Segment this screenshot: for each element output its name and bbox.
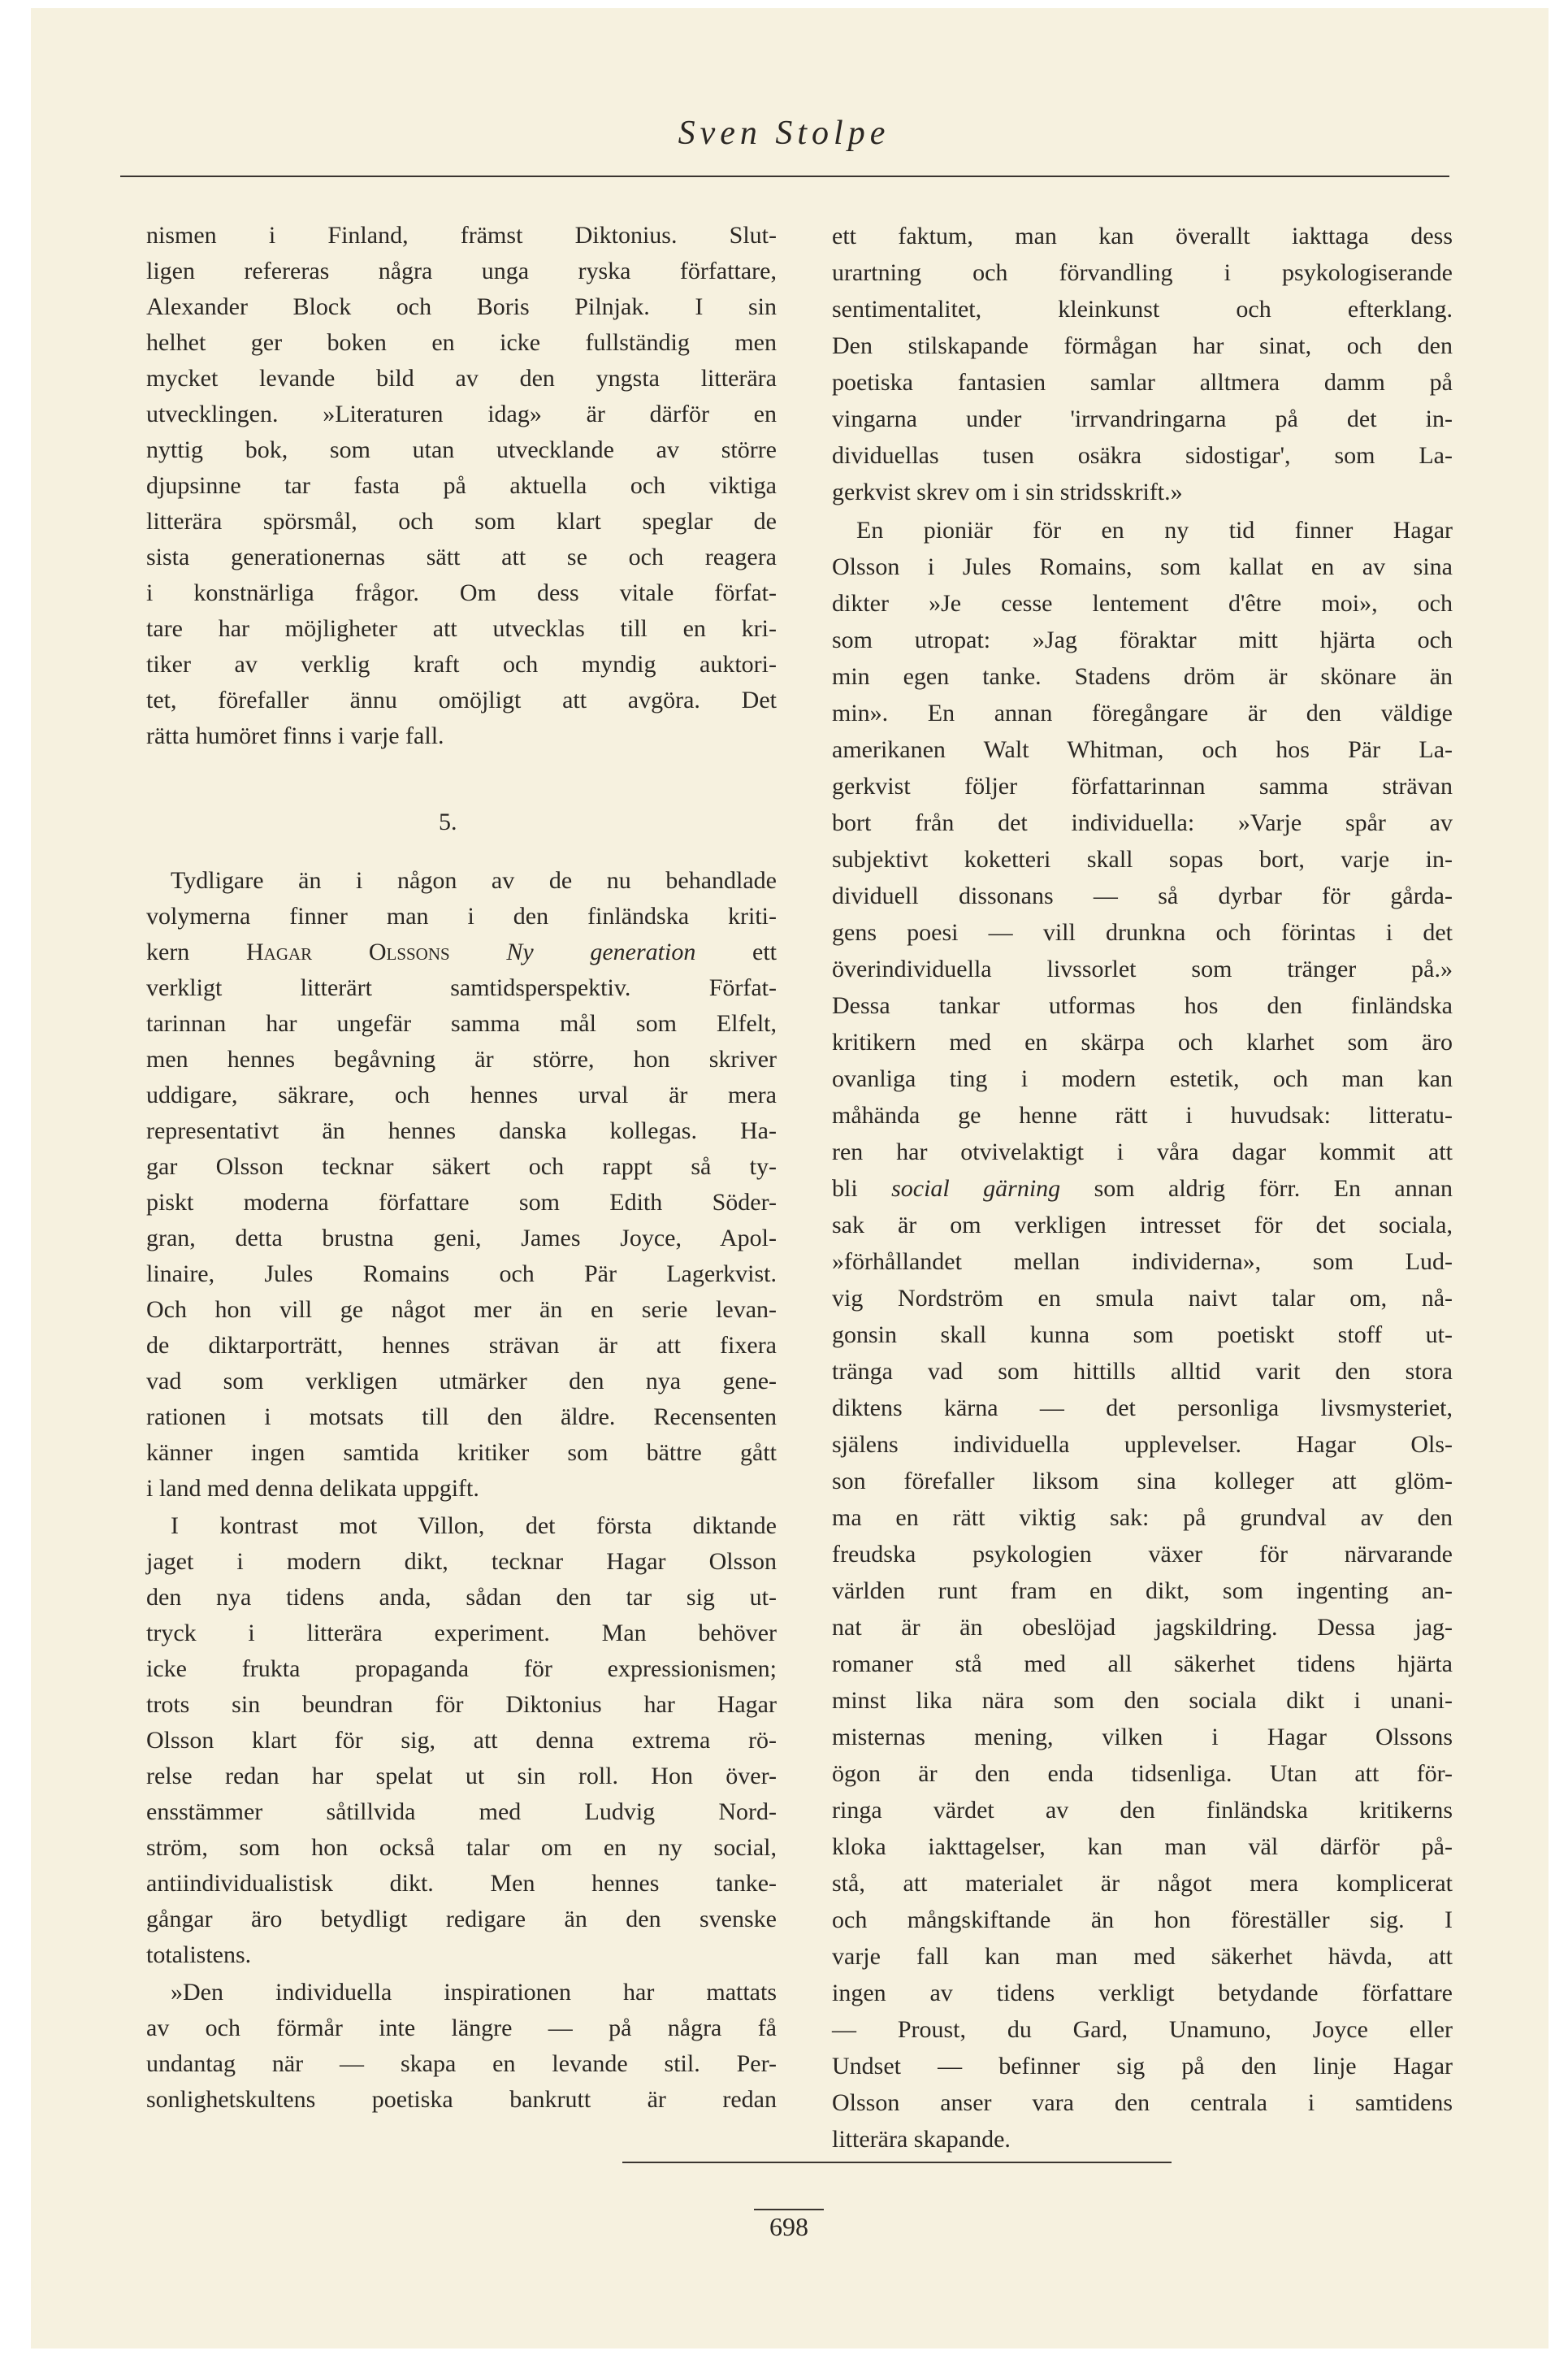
text-line: tryck i litterära experiment. Man behöver [146, 1620, 777, 1646]
text-line: misternas mening, vilken i Hagar Olssons [832, 1724, 1453, 1750]
text-line: nat är än obeslöjad jagskildring. Dessa jag- [832, 1614, 1453, 1641]
text-segment: kern [146, 939, 246, 965]
text-line: gran, detta brustna geni, James Joyce, Apol- [146, 1225, 777, 1251]
text-line: gens poesi — vill drunkna och förintas i det [832, 919, 1453, 946]
text-line: romaner stå med all säkerhet tidens hjärta [832, 1650, 1453, 1677]
text-line: kritikern med en skärpa och klarhet som äro [832, 1029, 1453, 1056]
text-line: min egen tanke. Stadens dröm är skönare än [832, 663, 1453, 690]
text-line: varje fall kan man med säkerhet hävda, att [832, 1943, 1453, 1970]
text-line: djupsinne tar fasta på aktuella och viktiga [146, 472, 777, 499]
text-line: ovanliga ting i modern estetik, och man kan [832, 1065, 1453, 1092]
text-line: icke frukta propaganda för expressionismen; [146, 1655, 777, 1682]
text-line: ringa värdet av den finländska kritikerns [832, 1797, 1453, 1824]
text-line: i konstnärliga frågor. Om dess vitale förfat- [146, 579, 777, 606]
text-line: minst lika nära som den sociala dikt i unani- [832, 1687, 1453, 1714]
text-line: känner ingen samtida kritiker som bättre gått [146, 1439, 777, 1466]
text-line: uddigare, säkrare, och hennes urval är mera [146, 1082, 777, 1108]
text-line: gångar äro betydligt redigare än den svenske [146, 1906, 777, 1932]
text-line [832, 1170, 1453, 1207]
text-line: måhända ge henne rätt i huvudsak: litteratu- [832, 1102, 1453, 1129]
text-line: tare har möjligheter att utvecklas till en kri- [146, 615, 777, 642]
text-line: ström, som hon också talar om en ny social, [146, 1834, 777, 1861]
text-line: dividuell dissonans — så dyrbar för gårda- [832, 883, 1453, 909]
text-line: Och hon vill ge något mer än en serie levan- [146, 1296, 777, 1323]
text-line: min». En annan föregångare är den väldige [832, 700, 1453, 726]
text-line: diktens kärna — det personliga livsmysteriet, [832, 1394, 1453, 1421]
text-line: sonlighetskultens poetiska bankrutt är redan [146, 2086, 777, 2113]
text-line: tiker av verklig kraft och myndig auktori- [146, 651, 777, 678]
text-line: jaget i modern dikt, tecknar Hagar Olsson [146, 1548, 777, 1575]
page-number-rule [754, 2209, 824, 2210]
text-line: sak är om verkligen intresset för det sociala, [832, 1212, 1453, 1238]
text-line: gar Olsson tecknar säkert och rappt så ty- [146, 1153, 777, 1180]
text-line: urartning och förvandling i psykologiserande [832, 259, 1453, 286]
text-line: mycket levande bild av den yngsta litterära [146, 365, 777, 392]
text-line: nyttig bok, som utan utvecklande av större [146, 436, 777, 463]
text-line: freudska psykologien växer för närvarande [832, 1541, 1453, 1568]
page-number: 698 [769, 2212, 808, 2241]
text-line: totalistens. [146, 1941, 252, 1968]
text-line: den nya tidens anda, sådan den tar sig ut- [146, 1584, 777, 1611]
text-line: dikter »Je cesse lentement d'être moi», och [832, 590, 1453, 617]
right-column [832, 218, 1453, 2159]
text-line: amerikanen Walt Whitman, och hos Pär La- [832, 736, 1453, 763]
text-line: Undset — befinner sig på den linje Hagar [832, 2053, 1453, 2080]
text-line: litterära skapande. [832, 2126, 1011, 2153]
text-line: tarinnan har ungefär samma mål som Elfelt, [146, 1010, 777, 1037]
author-name: Hagar Olssons [245, 939, 450, 965]
text-line: Den stilskapande förmågan har sinat, och den [832, 332, 1453, 359]
text-line: Alexander Block och Boris Pilnjak. I sin [146, 293, 777, 320]
text-line: Dessa tankar utformas hos den finländska [832, 992, 1453, 1019]
text-line: nismen i Finland, främst Diktonius. Slut- [146, 222, 777, 249]
paragraph [146, 1508, 777, 1973]
text-line: men hennes begåvning är större, hon skriver [146, 1046, 777, 1073]
text-line: volymerna finner man i den finländska kriti- [146, 903, 777, 930]
text-line: litterära spörsmål, och som klart speglar de [146, 508, 777, 535]
text-line: tet, förefaller ännu omöjligt att avgöra. Det [146, 687, 777, 713]
italic-title: social gärning [891, 1175, 1061, 1202]
text-segment: ett [695, 939, 777, 965]
text-line: antiindividualistisk dikt. Men hennes tanke- [146, 1870, 777, 1897]
text-line: linaire, Jules Romains och Pär Lagerkvist. [146, 1260, 777, 1287]
text-line: »Den individuella inspirationen har mattats [171, 1979, 777, 2006]
text-line: I kontrast mot Villon, det första diktande [171, 1512, 777, 1539]
paragraph [146, 863, 777, 1507]
text-line: bort från det individuella: »Varje spår av [832, 809, 1453, 836]
text-line: utvecklingen. »Literaturen idag» är därför en [146, 401, 777, 427]
text-line: son förefaller liksom sina kolleger att glöm- [832, 1468, 1453, 1494]
section-number: 5. [439, 809, 457, 835]
text-segment: bli [832, 1175, 892, 1202]
paragraph [146, 218, 777, 754]
text-line: trots sin beundran för Diktonius har Hagar [146, 1691, 777, 1718]
text-line: och mångskiftande än hon föreställer sig. I [832, 1906, 1453, 1933]
paragraph [832, 512, 1453, 2158]
text-line: En pioniär för en ny tid finner Hagar [856, 517, 1453, 544]
text-line: Olsson klart för sig, att denna extrema rö- [146, 1727, 777, 1754]
text-line: rätta humöret finns i varje fall. [146, 722, 444, 749]
text-line: gerkvist skrev om i sin stridsskrift.» [832, 479, 1183, 505]
italic-title: Ny generation [506, 939, 696, 965]
left-column-bottom [146, 863, 777, 2119]
text-line: ma en rätt viktig sak: på grundval av den [832, 1504, 1453, 1531]
text-line: — Proust, du Gard, Unamuno, Joyce eller [832, 2016, 1453, 2043]
text-line: ett faktum, man kan överallt iakttaga dess [832, 223, 1453, 249]
text-line: av och förmår inte längre — på några få [146, 2015, 777, 2041]
text-line: verkligt litterärt samtidsperspektiv. Förfat- [146, 974, 777, 1001]
footer-rule [622, 2162, 1172, 2163]
text-line: undantag när — skapa en levande stil. Per- [146, 2050, 777, 2077]
text-line: representativt än hennes danska kollegas. Ha- [146, 1117, 777, 1144]
text-line: dividuellas tusen osäkra sidostigar', som La- [832, 442, 1453, 469]
paragraph [832, 218, 1453, 510]
text-line [146, 935, 777, 970]
text-line: som utropat: »Jag föraktar mitt hjärta och [832, 627, 1453, 653]
text-line: vad som verkligen utmärker den nya gene- [146, 1368, 777, 1394]
text-line: gonsin skall kunna som poetiskt stoff ut- [832, 1321, 1453, 1348]
text-line: rationen i motsats till den äldre. Recensenten [146, 1403, 777, 1430]
text-line: de diktarporträtt, hennes strävan är att fixera [146, 1332, 777, 1359]
text-line: Tydligare än i någon av de nu behandlade [171, 867, 777, 894]
text-line: själens individuella upplevelser. Hagar Ols- [832, 1431, 1453, 1458]
text-line: relse redan har spelat ut sin roll. Hon över- [146, 1763, 777, 1789]
text-line: kloka iakttagelser, kan man väl därför på- [832, 1833, 1453, 1860]
text-segment [450, 939, 507, 965]
text-line: ligen refereras några unga ryska författare, [146, 258, 777, 284]
header-rule [120, 176, 1449, 177]
text-line: Olsson anser vara den centrala i samtidens [832, 2089, 1453, 2116]
text-line: helhet ger boken en icke fullständig men [146, 329, 777, 356]
text-line: överindividuella livssorlet som tränger på.» [832, 956, 1453, 982]
text-line: ren har otvivelaktigt i våra dagar kommit att [832, 1138, 1453, 1165]
running-header-author: Sven Stolpe [678, 115, 890, 152]
text-line: subjektivt koketteri skall sopas bort, varje in- [832, 846, 1453, 873]
text-line: sentimentalitet, kleinkunst och efterklang. [832, 296, 1453, 323]
text-line: gerkvist följer författarinnan samma strävan [832, 773, 1453, 800]
text-line: sista generationernas sätt att se och reagera [146, 544, 777, 570]
left-column-top [146, 218, 777, 756]
text-line: poetiska fantasien samlar alltmera damm på [832, 369, 1453, 396]
text-line: ensstämmer såtillvida med Ludvig Nord- [146, 1798, 777, 1825]
text-line: i land med denna delikata uppgift. [146, 1475, 479, 1502]
text-line: vingarna under 'irrvandringarna på det in- [832, 406, 1453, 432]
text-line: piskt moderna författare som Edith Söder- [146, 1189, 777, 1216]
text-line: ögon är den enda tidsenliga. Utan att för- [832, 1760, 1453, 1787]
text-line: världen runt fram en dikt, som ingenting an- [832, 1577, 1453, 1604]
text-line: Olsson i Jules Romains, som kallat en av sina [832, 553, 1453, 580]
text-line: ingen av tidens verkligt betydande författare [832, 1980, 1453, 2006]
text-line: stå, att materialet är något mera komplicerat [832, 1870, 1453, 1897]
text-segment: som aldrig förr. En annan [1060, 1175, 1453, 1202]
text-line: vig Nordström en smula naivt talar om, nå- [832, 1285, 1453, 1312]
text-line: tränga vad som hittills alltid varit den stora [832, 1358, 1453, 1385]
text-line: »förhållandet mellan individerna», som Lud- [832, 1248, 1453, 1275]
paragraph [146, 1975, 777, 2118]
